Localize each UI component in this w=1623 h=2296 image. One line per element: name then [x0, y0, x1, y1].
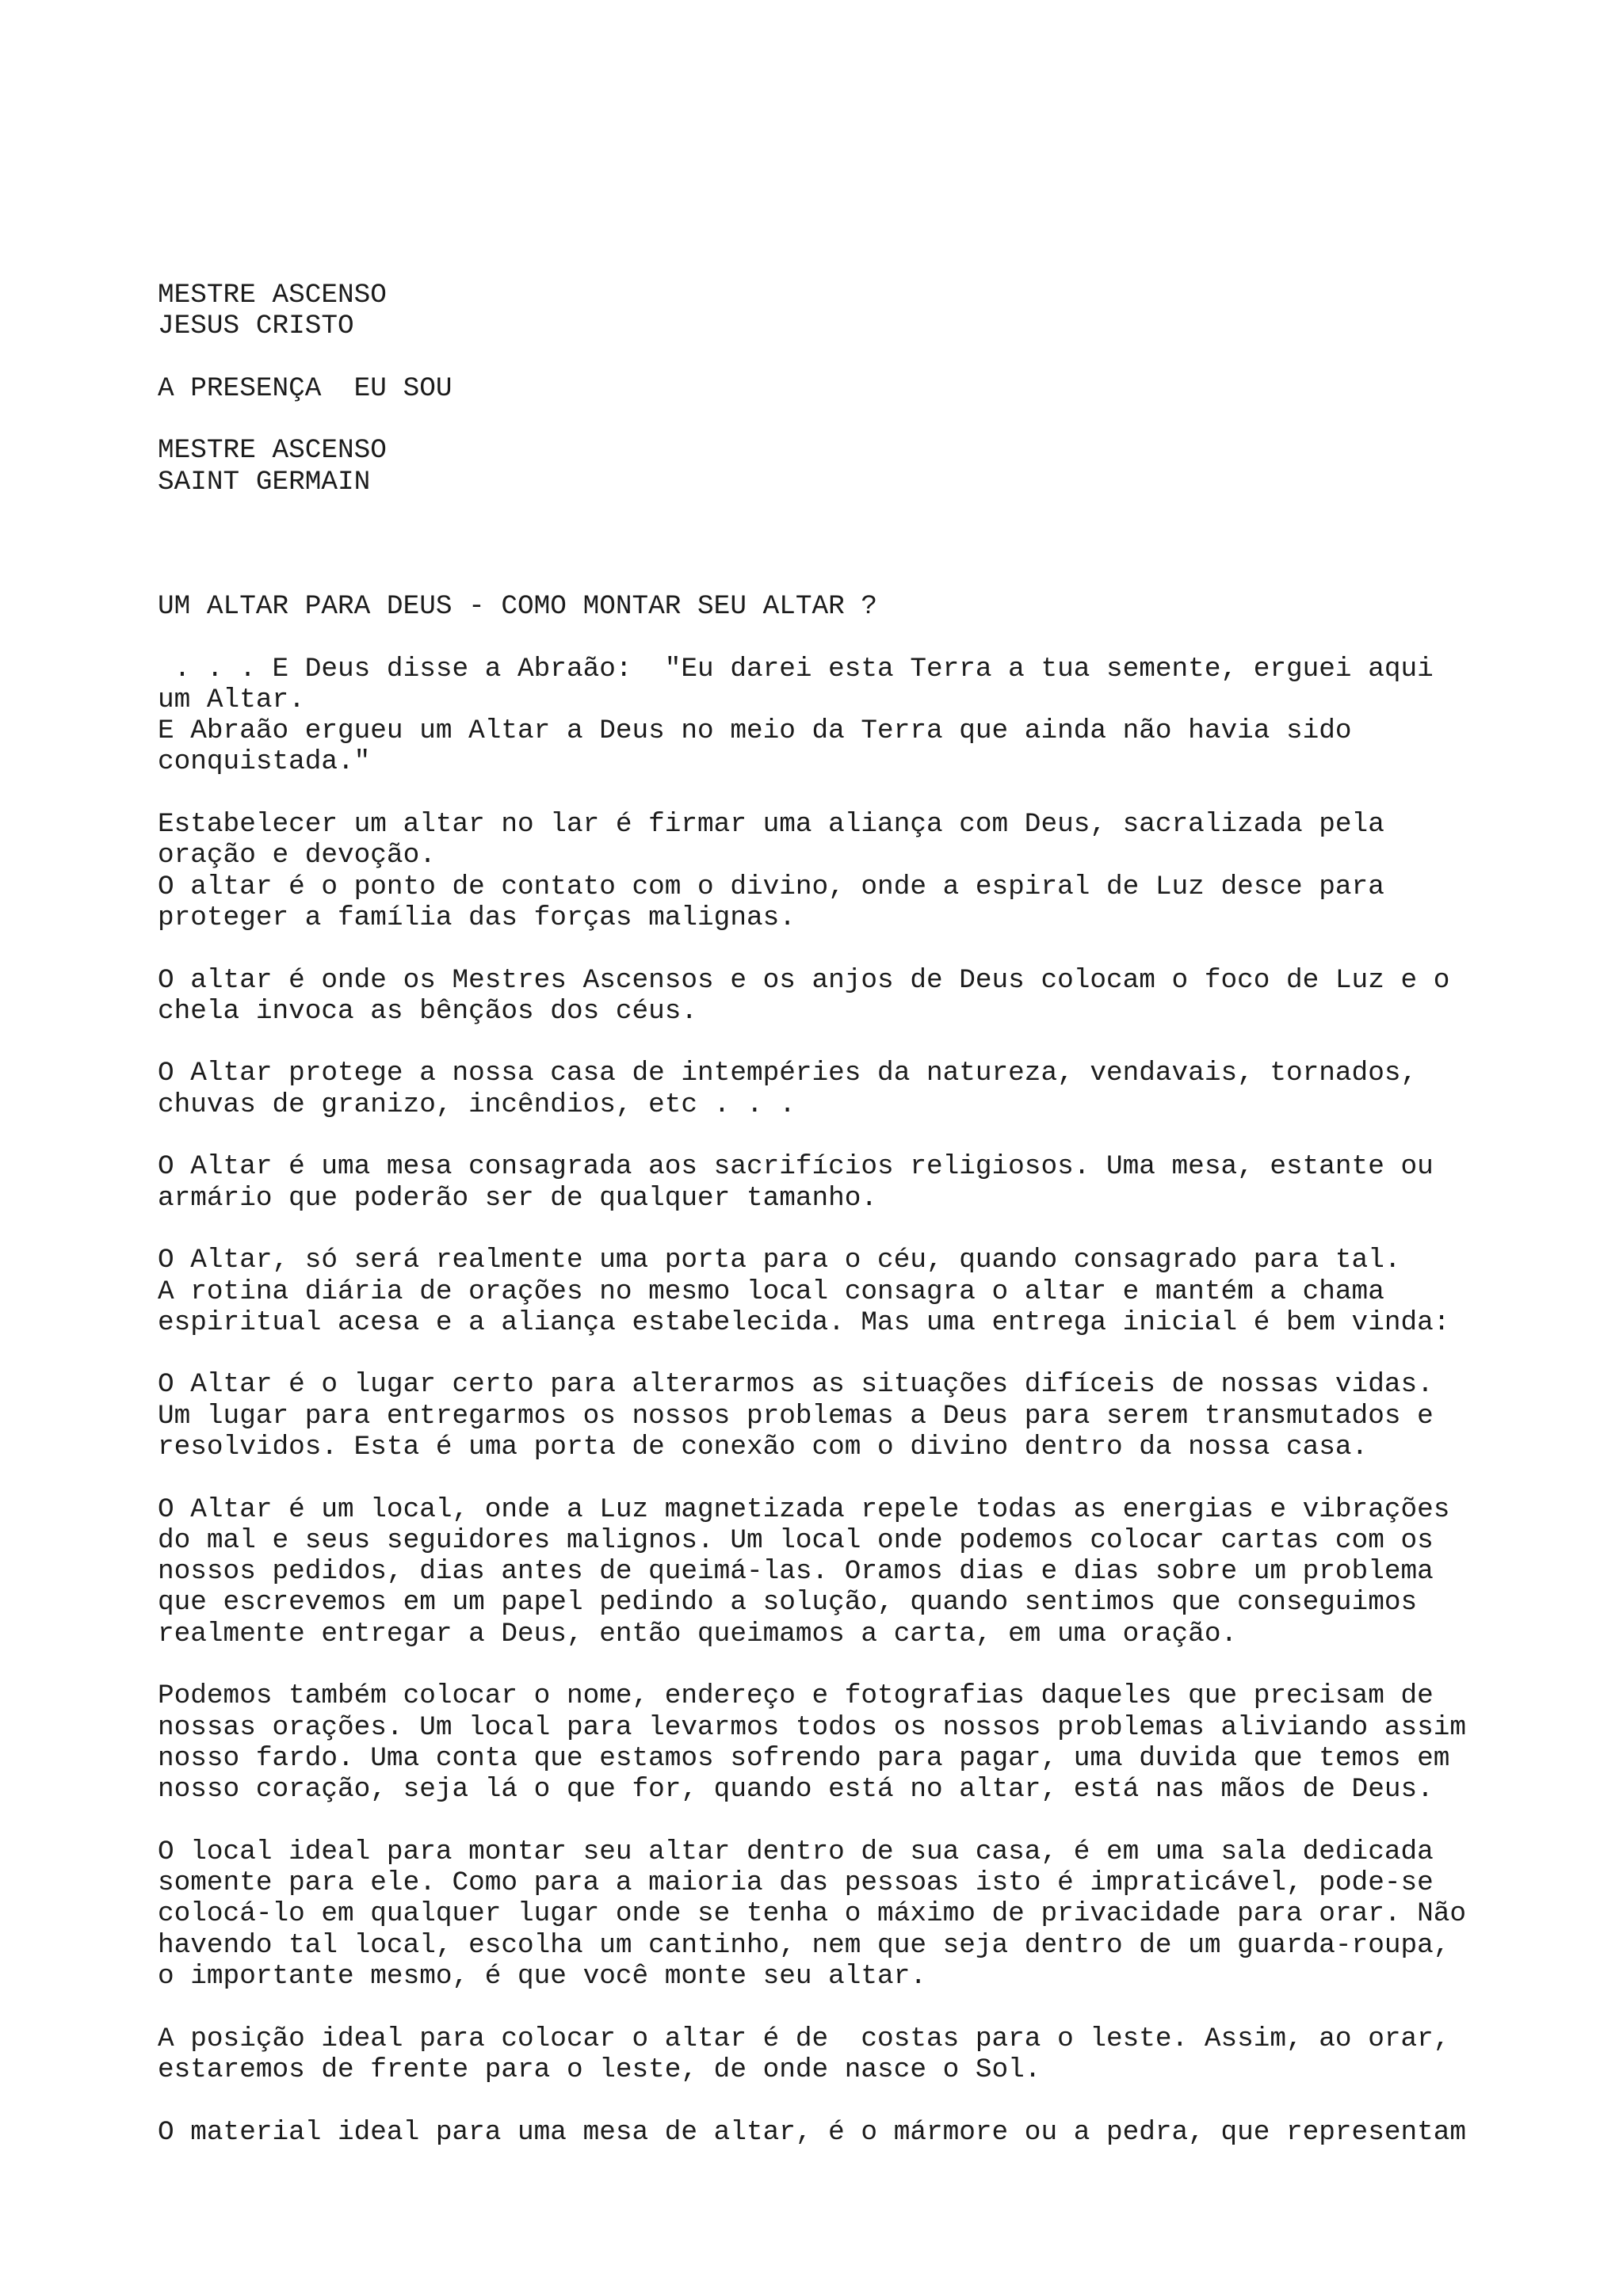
- paragraph-line: O Altar é um local, onde a Luz magnetizada repele todas as energias e vibrações: [158, 1493, 1450, 1525]
- paragraph-line: estaremos de frente para o leste, de onde nasce o Sol.: [158, 2054, 1041, 2085]
- paragraph-line: nossas orações. Um local para levarmos todos os nossos problemas aliviando assim: [158, 1711, 1467, 1743]
- paragraph-line: O altar é onde os Mestres Ascensos e os anjos de Deus colocam o foco de Luz e o: [158, 964, 1450, 996]
- paragraph-line: havendo tal local, escolha um cantinho, nem que seja dentro de um guarda-roupa,: [158, 1929, 1450, 1961]
- header-line: A PRESENÇA EU SOU: [158, 372, 453, 404]
- paragraph-line: chela invoca as bênçãos dos céus.: [158, 995, 698, 1027]
- paragraph: [158, 1494, 1584, 1650]
- header-line: SAINT GERMAIN: [158, 466, 371, 498]
- document-title: UM ALTAR PARA DEUS - COMO MONTAR SEU ALTAR ?: [158, 590, 878, 622]
- header-line: MESTRE ASCENSO: [158, 280, 387, 311]
- header-line: JESUS CRISTO: [158, 311, 354, 342]
- paragraph-line: O altar é o ponto de contato com o divino, onde a espiral de Luz desce para: [158, 871, 1384, 902]
- paragraph: [158, 1680, 1584, 1805]
- paragraph: [158, 1058, 1584, 1120]
- paragraph-line: realmente entregar a Deus, então queimamos a carta, em uma oração.: [158, 1618, 1238, 1650]
- paragraph-line: O Altar é o lugar certo para alterarmos as situações difíceis de nossas vidas.: [158, 1369, 1434, 1401]
- paragraph-line: colocá-lo em qualquer lugar onde se tenha o máximo de privacidade para orar. Não: [158, 1898, 1467, 1930]
- paragraph-line: conquistada.": [158, 746, 371, 778]
- paragraph-line: O Altar protege a nossa casa de intempéries da natureza, vendavais, tornados,: [158, 1058, 1418, 1089]
- header-master-jesus: [158, 280, 1584, 342]
- paragraph-line: armário que poderão ser de qualquer tamanho.: [158, 1182, 878, 1214]
- paragraph: [158, 1245, 1584, 1338]
- paragraph-line: chuvas de granizo, incêndios, etc . . .: [158, 1089, 796, 1120]
- paragraph: [158, 965, 1584, 1028]
- paragraph: [158, 1369, 1584, 1463]
- header-line: MESTRE ASCENSO: [158, 435, 387, 467]
- paragraph-line: . . . E Deus disse a Abraão: "Eu darei esta Terra a tua semente, erguei aqui: [158, 653, 1434, 685]
- paragraph-line: nosso coração, seja lá o que for, quando está no altar, está nas mãos de Deus.: [158, 1774, 1434, 1806]
- paragraph: [158, 2117, 1584, 2148]
- paragraph: [158, 1151, 1584, 1214]
- paragraph-line: Um lugar para entregarmos os nossos problemas a Deus para serem transmutados e: [158, 1400, 1434, 1432]
- paragraph-line: somente para ele. Como para a maioria das pessoas isto é impraticável, pode-se: [158, 1867, 1434, 1899]
- paragraph: [158, 1836, 1584, 1992]
- paragraph-line: O Altar é uma mesa consagrada aos sacrifícios religiosos. Uma mesa, estante ou: [158, 1151, 1434, 1183]
- paragraph-line: oração e devoção.: [158, 840, 436, 871]
- document-body: [158, 280, 1584, 2148]
- header-presence: [158, 373, 1584, 404]
- paragraph-line: O material ideal para uma mesa de altar, é o mármore ou a pedra, que representam: [158, 2116, 1467, 2148]
- paragraph-line: A rotina diária de orações no mesmo local consagra o altar e mantém a chama: [158, 1276, 1384, 1307]
- paragraph-line: Podemos também colocar o nome, endereço e fotografias daqueles que precisam de: [158, 1680, 1434, 1712]
- paragraph-line: resolvidos. Esta é uma porta de conexão com o divino dentro da nossa casa.: [158, 1431, 1369, 1463]
- paragraph-line: um Altar.: [158, 684, 305, 715]
- paragraph-line: nosso fardo. Uma conta que estamos sofrendo para pagar, uma duvida que temos em: [158, 1742, 1450, 1774]
- paragraph: [158, 654, 1584, 778]
- paragraph-line: nossos pedidos, dias antes de queimá-las. Oramos dias e dias sobre um problema: [158, 1556, 1434, 1588]
- document-title-block: [158, 591, 1584, 622]
- paragraph-line: Estabelecer um altar no lar é firmar uma aliança com Deus, sacralizada pela: [158, 809, 1384, 841]
- paragraph-line: E Abraão ergueu um Altar a Deus no meio da Terra que ainda não havia sido: [158, 715, 1352, 747]
- paragraph-line: do mal e seus seguidores malignos. Um local onde podemos colocar cartas com os: [158, 1524, 1434, 1556]
- paragraph-line: o importante mesmo, é que você monte seu altar.: [158, 1961, 926, 1993]
- paragraph: [158, 2023, 1584, 2086]
- paragraph-line: proteger a família das forças malignas.: [158, 902, 796, 933]
- paragraph-line: espiritual acesa e a aliança estabelecida. Mas uma entrega inicial é bem vinda:: [158, 1306, 1450, 1338]
- paragraph: [158, 809, 1584, 933]
- header-master-saint-germain: [158, 435, 1584, 498]
- paragraph-line: O Altar, só será realmente uma porta para o céu, quando consagrado para tal.: [158, 1245, 1401, 1276]
- paragraph-line: A posição ideal para colocar o altar é de costas para o leste. Assim, ao orar,: [158, 2023, 1450, 2054]
- paragraph-line: O local ideal para montar seu altar dentro de sua casa, é em uma sala dedicada: [158, 1836, 1434, 1867]
- paragraph-line: que escrevemos em um papel pedindo a solução, quando sentimos que conseguimos: [158, 1587, 1418, 1619]
